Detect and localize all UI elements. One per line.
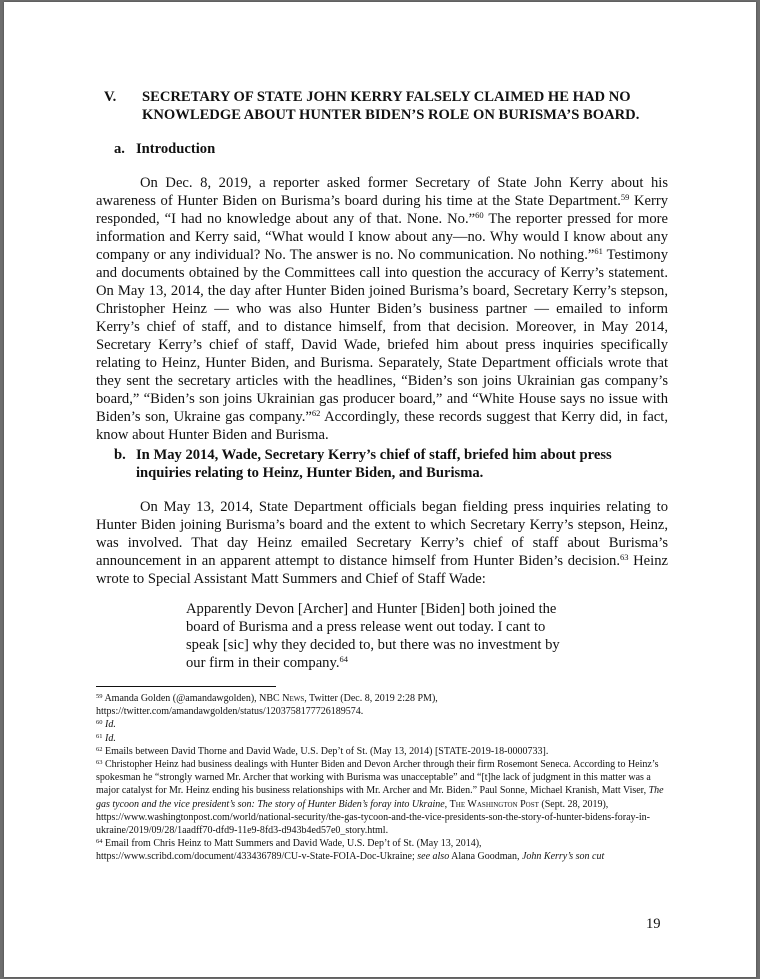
footnote-text: Id. (102, 732, 116, 744)
footnote-text: The Washington Post (449, 798, 539, 810)
footnote-ref-63: 63 (620, 552, 629, 562)
footnote-number: 61 (96, 732, 103, 740)
footnote-text: , (444, 798, 450, 810)
section-number: V. (104, 89, 117, 105)
footnote-ref-64: 64 (339, 654, 348, 664)
footnote-text: Id. (102, 719, 116, 731)
footnote-ref-60: 60 (475, 210, 484, 220)
footnote-text: News (282, 693, 305, 704)
footnote-text: (Sept. 28, 2019), https://www.washingtonpost.com/world/national-security/the-gas-tycoon-and-the-vice-presidents-son-the-story-of-hunter-bidens-foray-in-ukraine/2019/09/28/1aadff70-dfd9-11e9-8fd3-d943b4ed57e0_story.html. (96, 798, 650, 837)
footnote-number: 64 (96, 838, 103, 846)
footnote-62 (96, 745, 668, 758)
subheading-title: Introduction (136, 141, 216, 157)
footnote-number: 59 (96, 693, 103, 700)
footnotes (96, 692, 668, 864)
block-quote (186, 600, 571, 672)
footnote-text: Christopher Heinz had business dealings with Hunter Biden and Devon Archer through their firm Rosemont Seneca. According to Heinz’s spokesman he “strongly warned Mr. Archer that working with Burisma was unacceptable” and “[t]he lack of judgment in this matter was a major catalyst for Mr. Heinz ending his business relationships with Mr. Archer and Mr. Biden.” Paul Sonne, Michael Kranish, Matt Viser, (96, 759, 659, 797)
footnote-divider (96, 686, 276, 687)
footnote-text: see also (417, 851, 450, 863)
footnote-text: John Kerry’s son cut (521, 851, 605, 863)
subheading-title: In May 2014, Wade, Secretary Kerry’s chief of staff, briefed him about press inquiries relating to Heinz, Hunter Biden, and Burisma. (136, 447, 612, 481)
footnote-64 (96, 837, 668, 863)
wade-paragraph (96, 498, 668, 588)
introduction-paragraph (96, 174, 668, 444)
paragraph-text: The reporter pressed for more information and Kerry said, “What would I know about any—no. Why would I know about any company or any individual? No. The answer is no. No communication. No nothing.” (96, 211, 668, 263)
footnote-ref-61: 61 (594, 246, 603, 256)
footnote-text: Amanda Golden (@amandawgolden), NBC (102, 693, 283, 704)
paragraph-text: Heinz wrote to Special Assistant Matt Summers and Chief of Staff Wade: (96, 553, 668, 587)
document-page (4, 2, 756, 977)
paragraph-text: Accordingly, these records suggest that Kerry did, in fact, know about Hunter Biden and Burisma. (96, 409, 668, 443)
section-title: SECRETARY OF STATE JOHN KERRY FALSELY CLAIMED HE HAD NO KNOWLEDGE ABOUT HUNTER BIDEN’S ROLE ON BURISMA’S BOARD. (142, 89, 640, 123)
paragraph-text: Testimony and documents obtained by the Committees call into question the accuracy of Kerry’s statement. On May 13, 2014, the day after Hunter Biden joined Burisma’s board, Secretary Kerry’s stepson, Christopher Heinz — who was also Hunter Biden’s business partner — emailed to inform Kerry’s chief of staff, and to distance himself, from that decision. Moreover, in May 2014, Secretary Kerry’s chief of staff, David Wade, briefed him about press inquiries specifically relating to Heinz, Hunter Biden, and Burisma. Separately, State Department officials wrote that they sent the secretary articles with the headlines, “Biden’s son joins Ukrainian gas company’s board,” “Biden’s son joins Ukrainian gas producer board,” and “White House says no issue with Biden’s son, Ukraine gas company.” (96, 247, 668, 425)
page-number: 19 (646, 916, 661, 932)
footnote-61 (96, 732, 668, 745)
quote-text: Apparently Devon [Archer] and Hunter [Biden] both joined the board of Burisma and a press release went out today. I cant to speak [sic] why they decided to, but there was no investment by our firm in their company. (186, 601, 560, 671)
footnote-text: The gas tycoon and the vice president’s son: The story of Hunter Biden’s foray into Ukraine (96, 785, 664, 810)
footnote-text: Email from Chris Heinz to Matt Summers and David Wade, U.S. Dep’t of St. (May 13, 2014), https://www.scribd.com/document/433436789/CU-v-State-FOIA-Doc-Ukraine; (96, 838, 482, 863)
footnote-ref-62: 62 (311, 408, 321, 418)
paragraph-text: On Dec. 8, 2019, a reporter asked former Secretary of State John Kerry about his awareness of Hunter Biden on Burisma’s board during his time at the State Department. (96, 175, 668, 209)
subheading-letter: a. (114, 141, 125, 157)
subheading-letter: b. (114, 447, 126, 463)
footnote-text: Emails between David Thorne and David Wade, U.S. Dep’t of St. (May 13, 2014) [STATE-2019-18-0000733]. (102, 745, 549, 757)
footnote-number: 60 (96, 719, 103, 727)
footnote-ref-59: 59 (620, 192, 630, 202)
footnote-59 (96, 692, 668, 718)
footnote-text: Alana Goodman, (449, 851, 522, 863)
footnote-number: 62 (96, 745, 103, 753)
footnote-60 (96, 718, 668, 731)
paragraph-text: On May 13, 2014, State Department officials began fielding press inquiries relating to Hunter Biden joining Burisma’s board and the extent to which Secretary Kerry’s stepson, Heinz, was involved. That day Heinz emailed Secretary Kerry’s chief of staff about Burisma’s announcement in an apparent attempt to distance himself from Hunter Biden’s decision. (96, 499, 668, 569)
paragraph-text: Kerry responded, “I had no knowledge about any of that. None. No.” (96, 193, 668, 227)
footnote-text: , Twitter (Dec. 8, 2019 2:28 PM), https://twitter.com/amandawgolden/status/1203758177726189574. (96, 693, 438, 718)
footnote-number: 63 (96, 759, 103, 767)
footnote-63 (96, 758, 668, 837)
